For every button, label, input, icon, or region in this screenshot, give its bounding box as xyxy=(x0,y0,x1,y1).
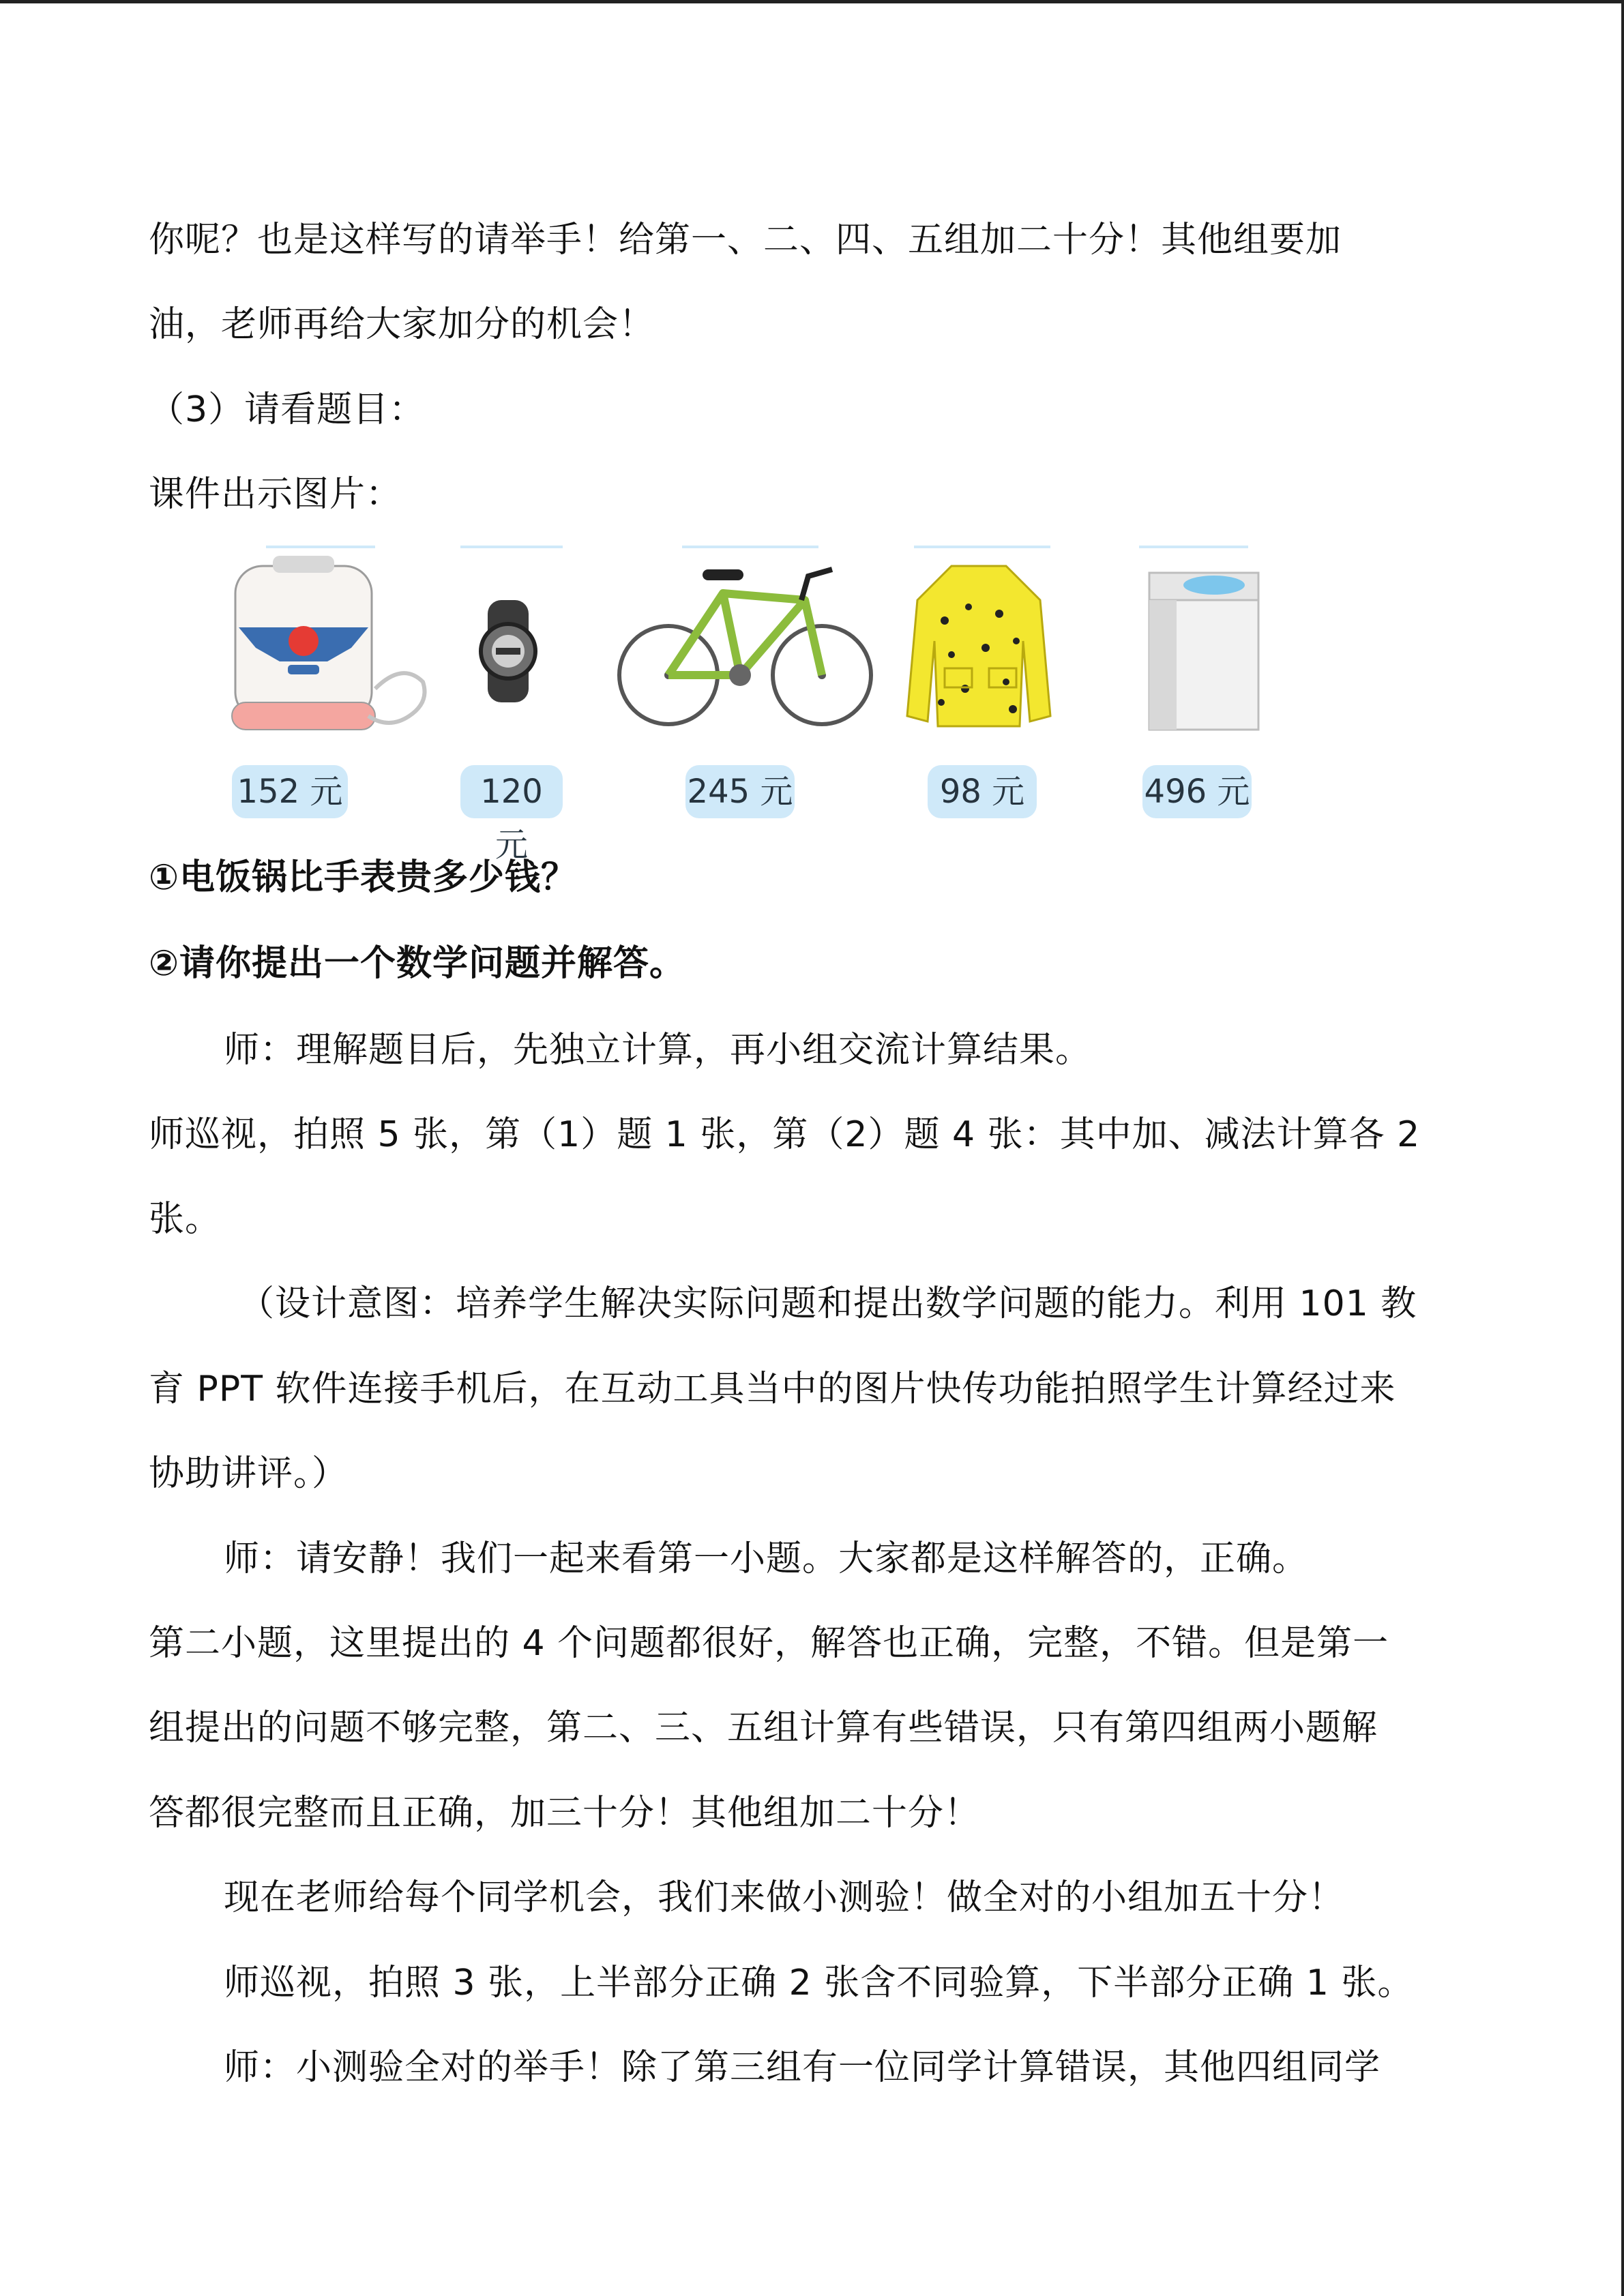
item-rice-cooker xyxy=(225,546,443,818)
page-top-border xyxy=(0,0,1624,3)
paragraph-line: 课件出示图片： xyxy=(149,474,402,515)
paragraph-line: 你呢？也是这样写的请举手！给第一、二、四、五组加二十分！其他组要加 xyxy=(149,220,1342,260)
item-jacket xyxy=(904,546,1057,818)
price-label: 98 元 xyxy=(928,765,1037,818)
paragraph-line: 师巡视，拍照 3 张，上半部分正确 2 张含不同验算，下半部分正确 1 张。 xyxy=(224,1963,1414,2003)
item-washing-machine xyxy=(1125,546,1289,818)
paragraph-line: （设计意图：培养学生解决实际问题和提出数学问题的能力。利用 101 教 xyxy=(239,1283,1417,1324)
paragraph-line: 师巡视，拍照 5 张，第（1）题 1 张，第（2）题 4 张：其中加、减法计算各 2 xyxy=(149,1114,1421,1155)
washing-machine-icon xyxy=(1125,546,1289,750)
paragraph-line: 育 PPT 软件连接手机后，在互动工具当中的图片快传功能拍照学生计算经过来 xyxy=(149,1369,1396,1410)
item-watch xyxy=(457,546,559,864)
question-2: ②请你提出一个数学问题并解答。 xyxy=(149,943,686,984)
price-label: 152 元 xyxy=(232,765,348,818)
paragraph-line: 第二小题，这里提出的 4 个问题都很好，解答也正确，完整，不错。但是第一 xyxy=(149,1623,1389,1664)
paragraph-line: 组提出的问题不够完整，第二、三、五组计算有些错误，只有第四组两小题解 xyxy=(149,1708,1378,1748)
paragraph-line: 师：理解题目后，先独立计算，再小组交流计算结果。 xyxy=(224,1030,1092,1071)
paragraph-line: 油，老师再给大家加分的机会！ xyxy=(149,304,655,345)
rice-cooker-icon xyxy=(225,546,443,750)
paragraph-line: 师：请安静！我们一起来看第一小题。大家都是这样解答的，正确。 xyxy=(224,1538,1309,1579)
jacket-icon xyxy=(904,546,1057,750)
paragraph-line: 协助讲评。） xyxy=(149,1453,349,1494)
price-label: 245 元 xyxy=(685,765,795,818)
price-label: 496 元 xyxy=(1142,765,1252,818)
paragraph-line: 现在老师给每个同学机会，我们来做小测验！做全对的小组加五十分！ xyxy=(224,1877,1345,1918)
item-bicycle xyxy=(614,546,876,818)
paragraph-line: 师：小测验全对的举手！除了第三组有一位同学计算错误，其他四组同学 xyxy=(224,2047,1381,2088)
page-right-border xyxy=(1621,0,1624,2296)
bicycle-icon xyxy=(614,546,876,750)
product-pictures xyxy=(225,546,1289,864)
paragraph-line: （3）请看题目： xyxy=(149,389,426,430)
paragraph-line: 答都很完整而且正确，加三十分！其他组加二十分！ xyxy=(149,1793,981,1834)
price-label: 120 元 xyxy=(460,765,563,818)
watch-icon xyxy=(457,546,559,750)
question-1: ①电饭锅比手表贵多少钱？ xyxy=(149,857,578,898)
paragraph-line: 张。 xyxy=(149,1199,222,1240)
